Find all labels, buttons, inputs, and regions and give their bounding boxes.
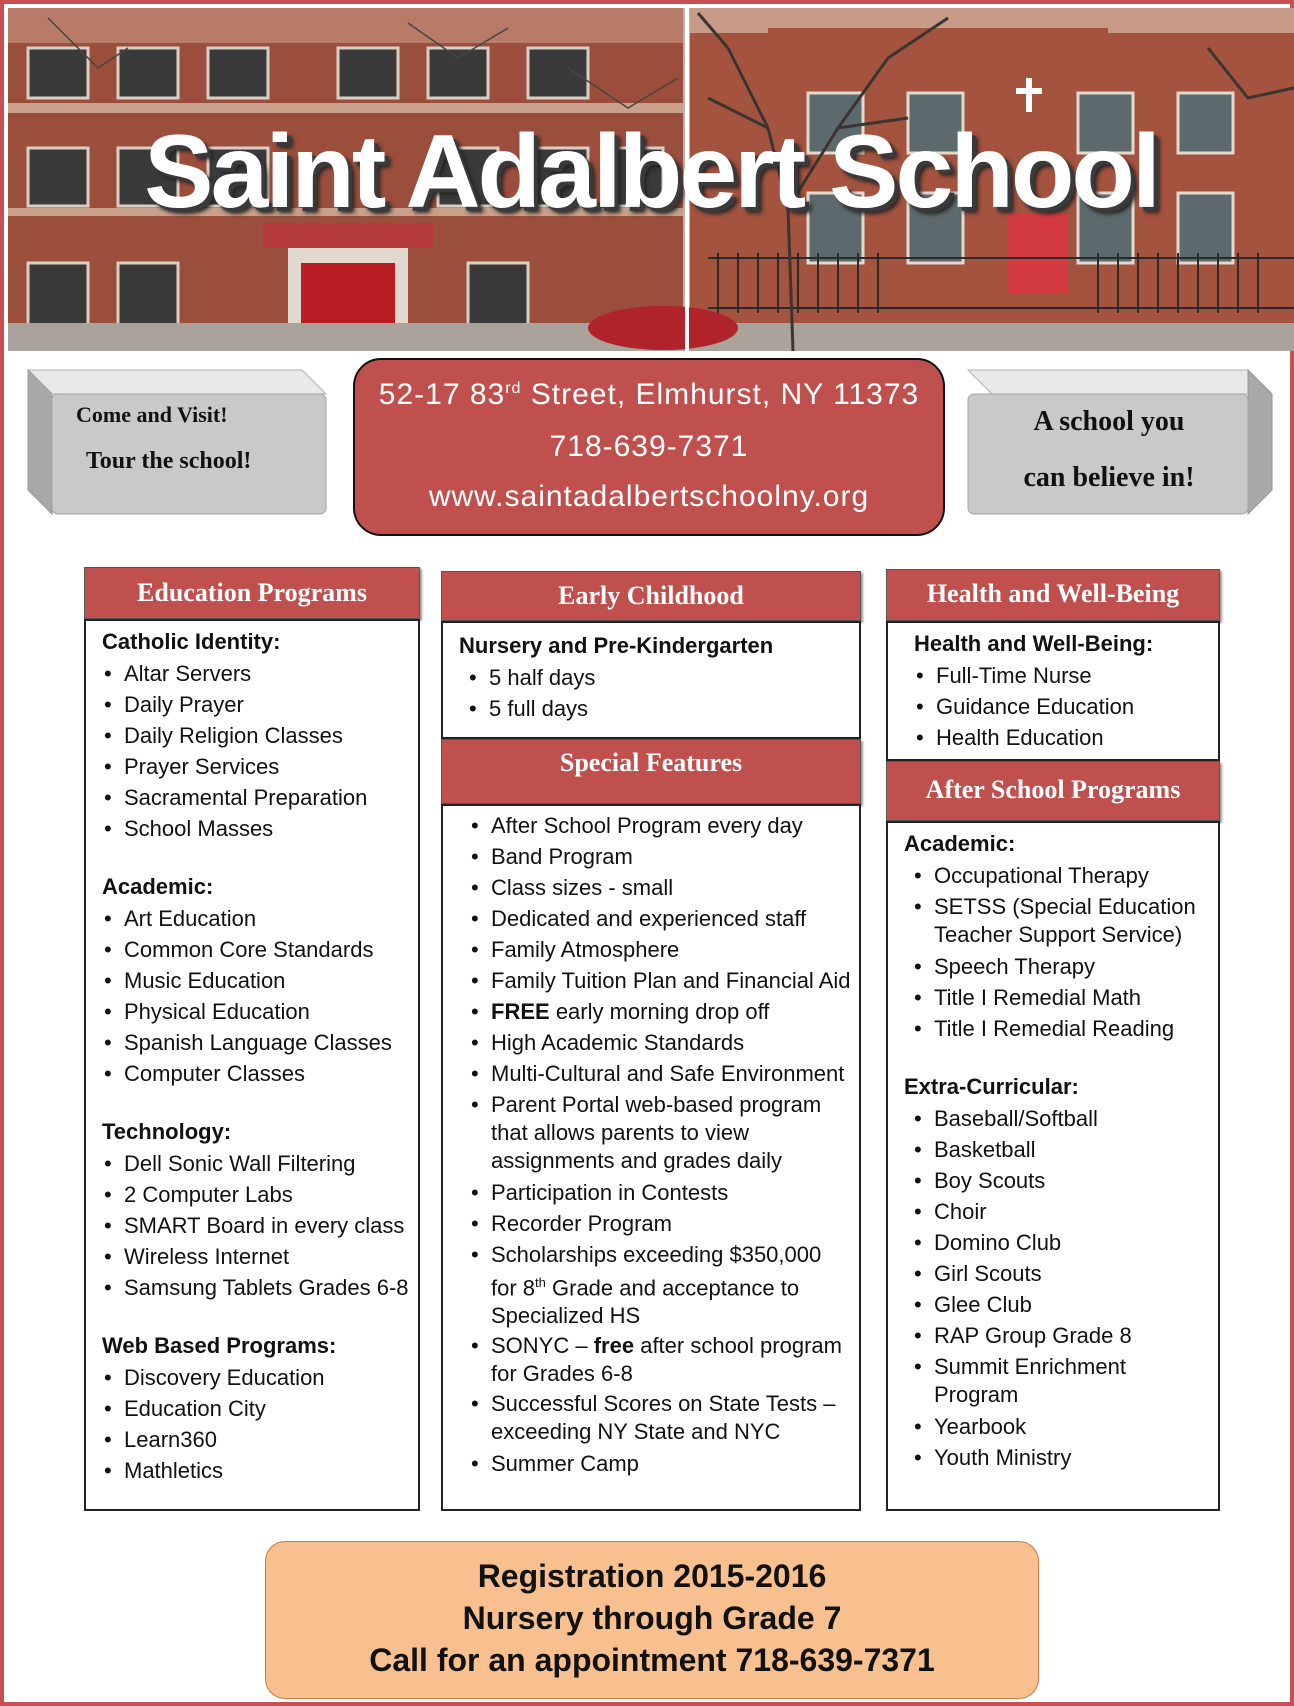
- list-item: • RAP Group Grade 8: [912, 1320, 1212, 1351]
- list-item: • Art Education: [102, 903, 418, 934]
- street-address: [355, 378, 943, 412]
- list-item-text: after school program for Grades 6-8: [491, 1333, 842, 1387]
- after-school-header: After School Programs: [886, 761, 1220, 821]
- list-item: • Prayer Services: [102, 751, 418, 782]
- phone-number: 718-639-7371: [549, 430, 749, 463]
- list-item: • Participation in Contests: [469, 1177, 851, 1208]
- nursery-title: Nursery and Pre-Kindergarten: [459, 633, 774, 658]
- list-item: • Daily Religion Classes: [102, 720, 418, 751]
- list-item: • School Masses: [102, 813, 418, 844]
- list-item: • Band Program: [469, 841, 851, 872]
- list-item: • 5 full days: [467, 693, 859, 724]
- banner: [8, 8, 1294, 351]
- believe-line2: can believe in!: [1023, 462, 1195, 493]
- believe-line1: A school you: [1033, 406, 1185, 437]
- list-item: • After School Program every day: [469, 810, 851, 841]
- list-item: • Baseball/Softball: [912, 1103, 1212, 1134]
- list-item: • Full-Time Nurse: [914, 660, 1218, 691]
- list-item: • Wireless Internet: [102, 1241, 418, 1272]
- list-item: • Sacramental Preparation: [102, 782, 418, 813]
- school-title: Saint Adalbert School: [144, 114, 1158, 230]
- health-list: [914, 660, 1218, 753]
- list-item: • Parent Portal web-based program that allows parents to view assignments and grades daily: [469, 1091, 851, 1175]
- list-item: • Title I Remedial Math: [912, 982, 1212, 1013]
- list-item: • Physical Education: [102, 996, 418, 1027]
- street-number: 52-17 83: [378, 378, 506, 411]
- registration-call: Call for an appointment 718-639-7371: [369, 1642, 935, 1678]
- technology-title: Technology:: [102, 1119, 232, 1144]
- web-programs-title: Web Based Programs:: [102, 1333, 337, 1358]
- list-item-text: Grade and acceptance to Specialized HS: [491, 1275, 800, 1329]
- list-item: • Boy Scouts: [912, 1165, 1212, 1196]
- technology-list: [102, 1148, 418, 1303]
- list-item: • SMART Board in every class: [102, 1210, 418, 1241]
- list-item-text: SONYC –: [491, 1333, 588, 1359]
- list-item: • Glee Club: [912, 1289, 1212, 1320]
- list-item: [469, 1332, 851, 1388]
- after-academic-title: Academic:: [904, 831, 1016, 856]
- list-item: • Health Education: [914, 722, 1218, 753]
- extra-curricular-list: [912, 1103, 1212, 1473]
- health-box: [886, 621, 1220, 761]
- academic-list: [102, 903, 418, 1089]
- superscript-th: th: [535, 1275, 546, 1290]
- street-rest: Street, Elmhurst, NY 11373: [521, 378, 920, 411]
- list-item: • Samsung Tablets Grades 6-8: [102, 1272, 418, 1303]
- list-item: [469, 996, 851, 1027]
- list-item: • Recorder Program: [469, 1208, 851, 1239]
- registration-grades: Nursery through Grade 7: [462, 1600, 842, 1636]
- list-item: [469, 1241, 851, 1330]
- list-item: • Multi-Cultural and Safe Environment: [469, 1058, 851, 1089]
- list-item: • Mathletics: [102, 1455, 418, 1486]
- health-title: Health and Well-Being:: [914, 631, 1154, 656]
- list-item: • Family Tuition Plan and Financial Aid: [469, 965, 851, 996]
- early-childhood-header: Early Childhood: [441, 571, 861, 621]
- catholic-identity-title: Catholic Identity:: [102, 629, 281, 654]
- list-item: • 5 half days: [467, 662, 859, 693]
- health-header: Health and Well-Being: [886, 569, 1220, 621]
- list-item: • Discovery Education: [102, 1362, 418, 1393]
- list-item: • Summit Enrichment Program: [912, 1353, 1212, 1409]
- special-features-box: [441, 804, 861, 1511]
- extra-curricular-title: Extra-Curricular:: [904, 1074, 1079, 1099]
- academic-title: Academic:: [102, 874, 214, 899]
- list-item: • SETSS (Special Education Teacher Support Service): [912, 893, 1212, 949]
- special-features-list: [469, 810, 851, 1479]
- education-programs-header: Education Programs: [84, 567, 420, 619]
- web-programs-list: [102, 1362, 418, 1486]
- believe-callout: [964, 366, 1276, 516]
- list-item: • Class sizes - small: [469, 872, 851, 903]
- list-item: • Youth Ministry: [912, 1442, 1212, 1473]
- list-item: • Girl Scouts: [912, 1258, 1212, 1289]
- list-item: • Choir: [912, 1196, 1212, 1227]
- list-item: • Music Education: [102, 965, 418, 996]
- registration-year: Registration 2015-2016: [477, 1558, 827, 1594]
- list-item: • Common Core Standards: [102, 934, 418, 965]
- list-item: • Education City: [102, 1393, 418, 1424]
- list-item: • Dell Sonic Wall Filtering: [102, 1148, 418, 1179]
- after-school-box: [886, 821, 1220, 1511]
- list-item: • Computer Classes: [102, 1058, 418, 1089]
- list-item: • Spanish Language Classes: [102, 1027, 418, 1058]
- list-item: • Speech Therapy: [912, 951, 1212, 982]
- education-programs-box: [84, 619, 420, 1511]
- list-item: • 2 Computer Labs: [102, 1179, 418, 1210]
- list-item: • Learn360: [102, 1424, 418, 1455]
- registration-box: [265, 1541, 1039, 1699]
- visit-callout: [24, 366, 330, 516]
- list-item: • Summer Camp: [469, 1448, 851, 1479]
- list-item: • Successful Scores on State Tests – exceeding NY State and NYC: [469, 1390, 851, 1446]
- list-item-text: early morning drop off: [555, 999, 770, 1024]
- list-item: • Daily Prayer: [102, 689, 418, 720]
- special-features-header: Special Features: [441, 739, 861, 804]
- visit-line1: Come and Visit!: [76, 402, 228, 427]
- list-item: • Occupational Therapy: [912, 860, 1212, 891]
- website-link[interactable]: www.saintadalbertschoolny.org: [428, 480, 870, 513]
- street-suffix: rd: [505, 380, 522, 397]
- free-bold-label: FREE: [491, 999, 550, 1024]
- free-bold-label: free: [593, 1333, 635, 1359]
- list-item: • Altar Servers: [102, 658, 418, 689]
- list-item: • Title I Remedial Reading: [912, 1013, 1212, 1044]
- block-bevel-shape: [24, 366, 330, 516]
- nursery-list: [467, 662, 859, 724]
- list-item: • Basketball: [912, 1134, 1212, 1165]
- list-item: • Yearbook: [912, 1411, 1212, 1442]
- catholic-identity-list: [102, 658, 418, 844]
- list-item-text: Scholarships exceeding $350,000 for 8: [491, 1242, 822, 1301]
- list-item: • High Academic Standards: [469, 1027, 851, 1058]
- address-box: [353, 358, 945, 536]
- list-item: • Guidance Education: [914, 691, 1218, 722]
- list-item: • Domino Club: [912, 1227, 1212, 1258]
- list-item: • Family Atmosphere: [469, 934, 851, 965]
- list-item: • Dedicated and experienced staff: [469, 903, 851, 934]
- visit-line2: Tour the school!: [86, 448, 252, 474]
- early-childhood-box: [441, 621, 861, 739]
- after-academic-list: [912, 860, 1212, 1044]
